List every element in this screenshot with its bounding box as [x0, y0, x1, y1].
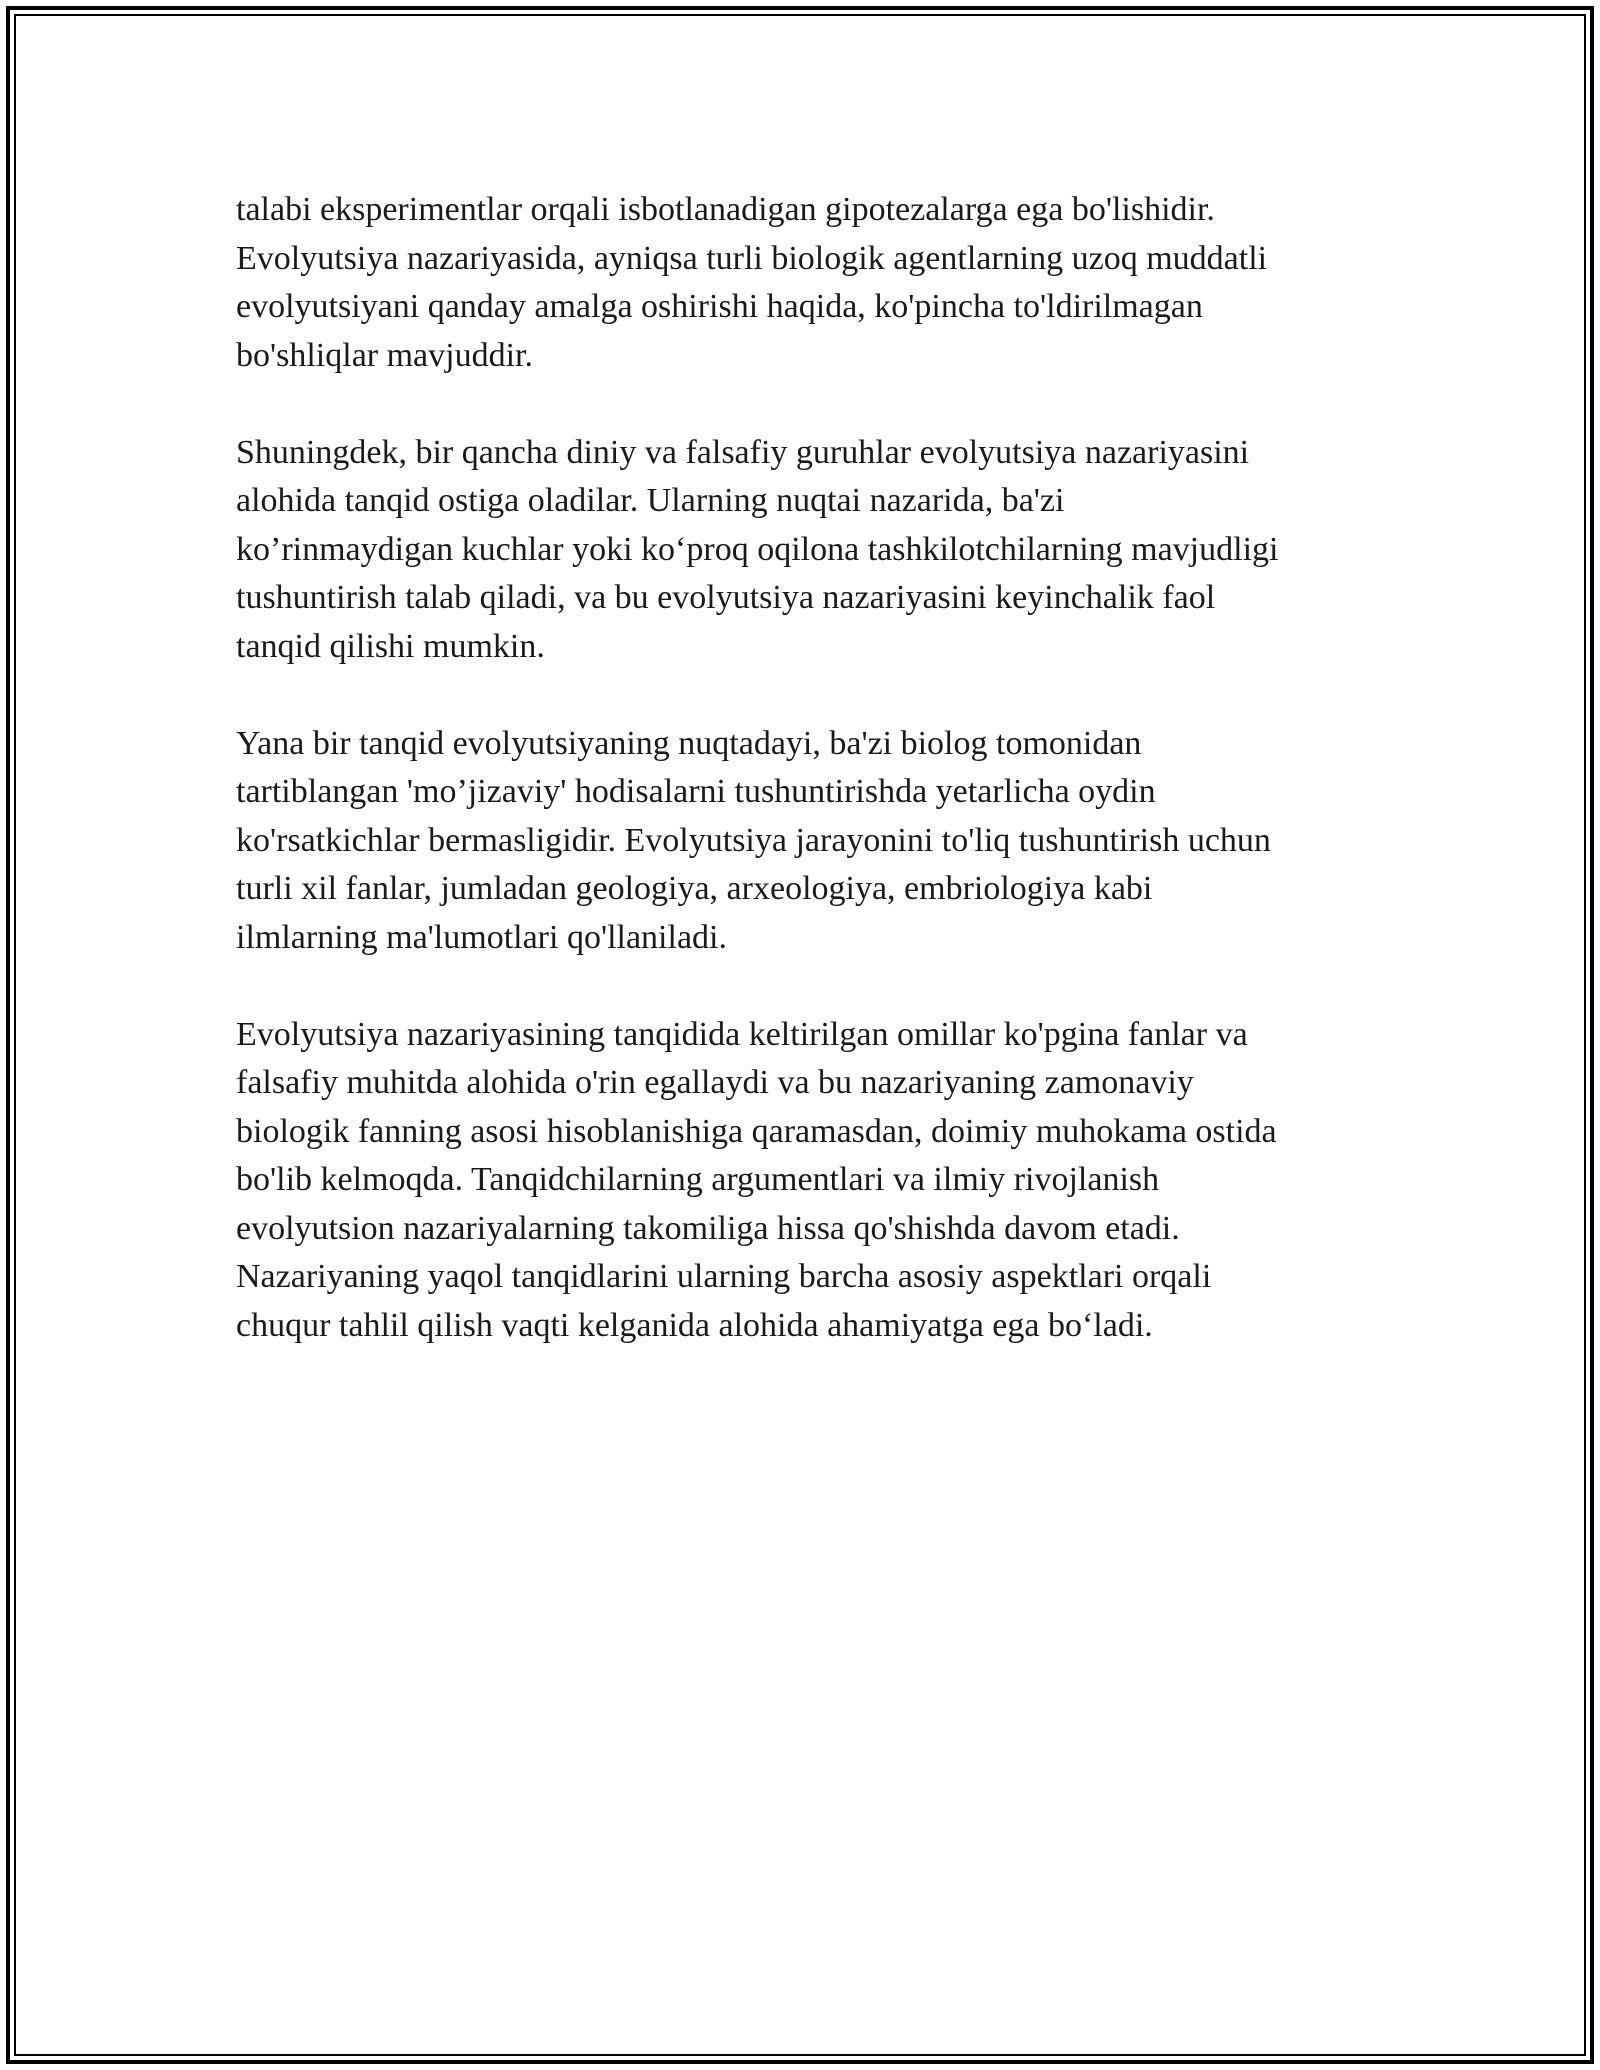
- paragraph-2: [236, 429, 1376, 672]
- paragraph-1: [236, 186, 1376, 380]
- text-line: bo'shliqlar mavjuddir.: [236, 336, 533, 374]
- text-line: bo'lib kelmoqda. Tanqidchilarning argumentlari va ilmiy rivojlanish: [236, 1161, 1160, 1198]
- text-line: tartiblangan 'mo’jizaviy' hodisalarni tushuntirishda yetarlicha oydin: [236, 773, 1156, 810]
- text-line: Evolyutsiya nazariyasida, ayniqsa turli biologik agentlarning uzoq muddatli: [236, 239, 1268, 277]
- text-line: Yana bir tanqid evolyutsiyaning nuqtadayi, ba'zi biolog tomonidan: [236, 724, 1142, 762]
- text-line: falsafiy muhitda alohida o'rin egallaydi va bu nazariyaning zamonaviy: [236, 1064, 1194, 1101]
- text-line: Shuningdek, bir qancha diniy va falsafiy guruhlar evolyutsiya nazariyasini: [236, 433, 1250, 471]
- text-line: chuqur tahlil qilish vaqti kelganida alohida ahamiyatga ega bo‘ladi.: [236, 1306, 1153, 1344]
- text-line: alohida tanqid ostiga oladilar. Ularning nuqtai nazarida, ba'zi: [236, 482, 1065, 519]
- text-line: ko’rinmaydigan kuchlar yoki ko‘proq oqilona tashkilotchilarning mavjudligi: [236, 530, 1279, 568]
- text-line: tanqid qilishi mumkin.: [236, 627, 545, 665]
- paragraph-3: [236, 720, 1376, 963]
- text-line: biologik fanning asosi hisoblanishiga qaramasdan, doimiy muhokama ostida: [236, 1112, 1277, 1150]
- document-body: [236, 186, 1376, 1399]
- text-line: talabi eksperimentlar orqali isbotlanadigan gipotezalarga ega bo'lishidir.: [236, 191, 1215, 228]
- text-line: Nazariyaning yaqol tanqidlarini ularning barcha asosiy aspektlari orqali: [236, 1258, 1212, 1295]
- text-line: tushuntirish talab qiladi, va bu evolyutsiya nazariyasini keyinchalik faol: [236, 579, 1216, 616]
- text-line: ilmlarning ma'lumotlari qo'llaniladi.: [236, 918, 727, 956]
- text-line: Evolyutsiya nazariyasining tanqidida keltirilgan omillar ko'pgina fanlar va: [236, 1015, 1248, 1053]
- text-line: evolyutsion nazariyalarning takomiliga hissa qo'shishda davom etadi.: [236, 1209, 1180, 1247]
- paragraph-4: [236, 1011, 1376, 1351]
- text-line: turli xil fanlar, jumladan geologiya, arxeologiya, embriologiya kabi: [236, 870, 1153, 907]
- text-line: evolyutsiyani qanday amalga oshirishi haqida, ko'pincha to'ldirilmagan: [236, 288, 1203, 325]
- text-line: ko'rsatkichlar bermasligidir. Evolyutsiya jarayonini to'liq tushuntirish uchun: [236, 821, 1271, 859]
